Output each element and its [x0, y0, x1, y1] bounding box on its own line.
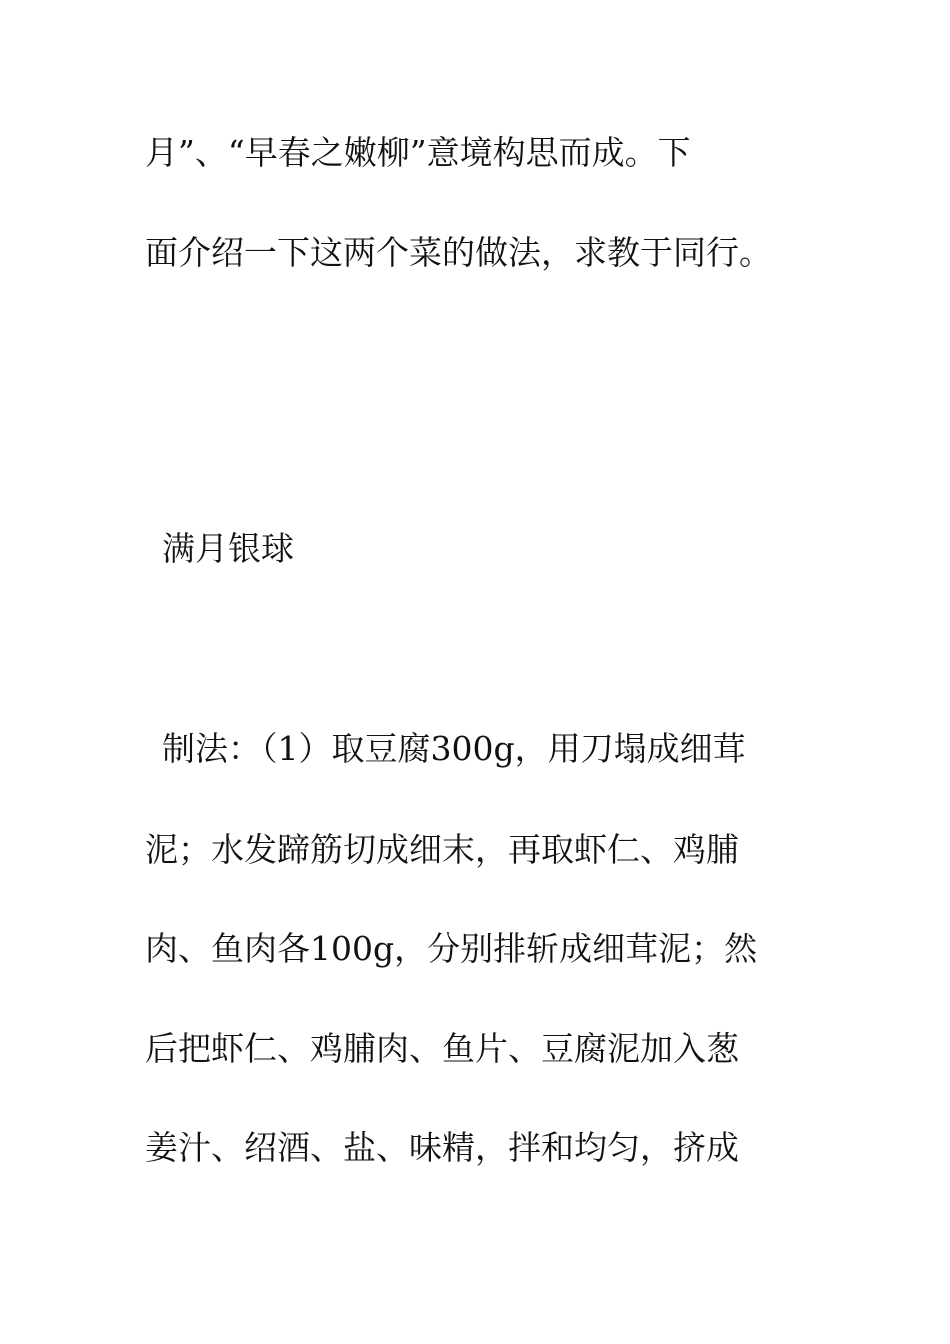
method-line: 制法：（1）取豆腐300g，用刀塌成细茸	[162, 729, 746, 768]
method-line: 泥；水发蹄筋切成细末，再取虾仁、鸡脯	[145, 830, 739, 869]
method-line: 肉、鱼肉各100g，分别排斩成细茸泥；然	[145, 929, 758, 968]
paragraph-line: 面介绍一下这两个菜的做法，求教于同行。	[145, 233, 772, 272]
paragraph-line: 月”、“早春之嫩柳”意境构思而成。下	[145, 133, 691, 172]
dish-title: 满月银球	[162, 529, 294, 568]
method-line: 姜汁、绍酒、盐、味精，拌和均匀，挤成	[145, 1128, 739, 1167]
method-line: 后把虾仁、鸡脯肉、鱼片、豆腐泥加入葱	[145, 1029, 739, 1068]
